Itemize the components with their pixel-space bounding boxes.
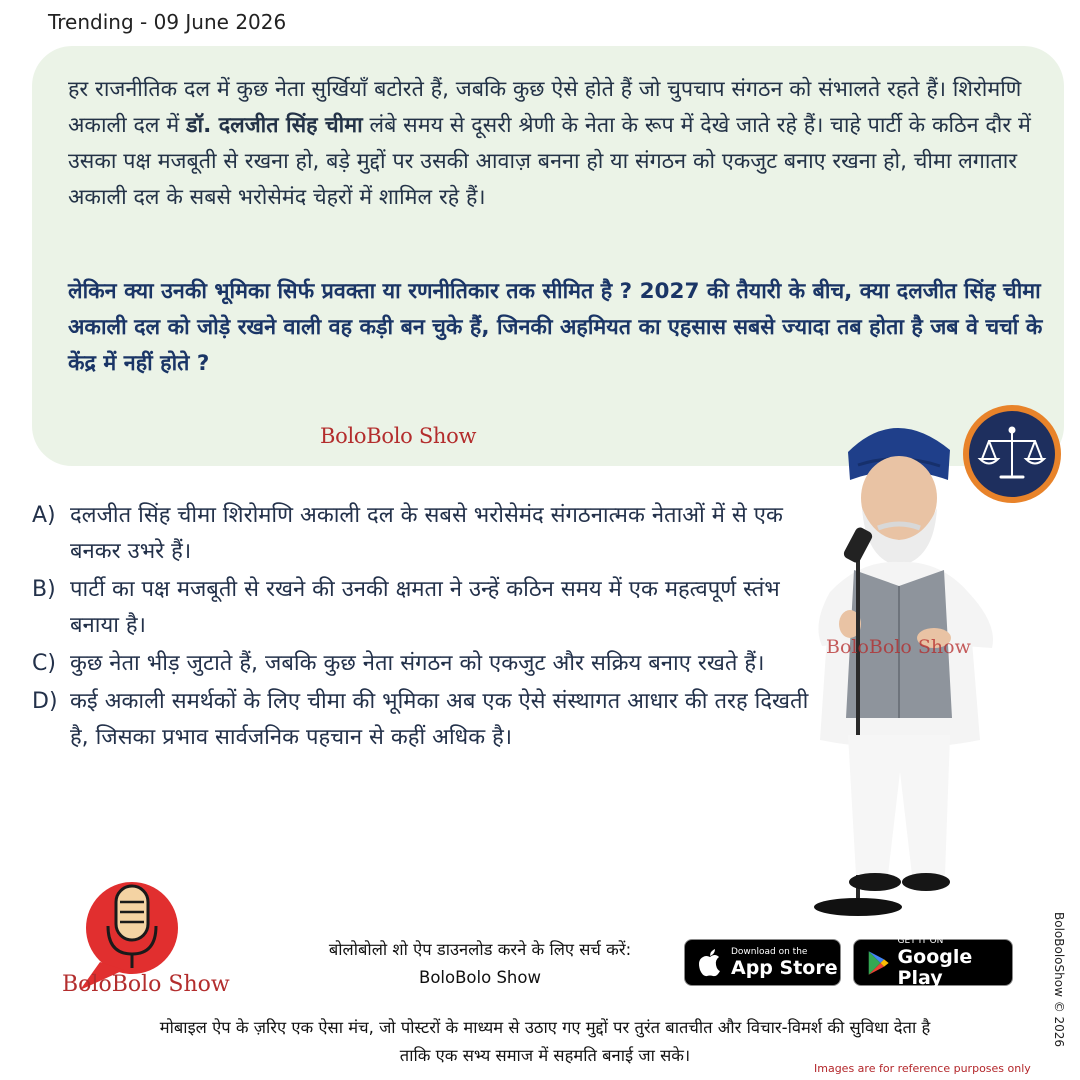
intro-paragraph (68, 72, 1053, 216)
download-line-1: बोलोबोलो शो ऐप डाउनलोड करने के लिए सर्च करें: (328, 940, 632, 959)
card-watermark: BoloBolo Show (320, 424, 477, 448)
image-watermark: BoloBolo Show (826, 636, 971, 658)
option-key: B) (32, 577, 56, 602)
trending-date: Trending - 09 June 2026 (48, 10, 287, 34)
intro-text-1: हर राजनीतिक दल में कुछ नेता सुर्खियाँ बटोरते हैं, जबकि कुछ ऐसे होते हैं जो चुपचाप संगठन को संभालते रहते हैं। शिरोमणि अकाली दल में (68, 77, 1022, 138)
google-play-icon (866, 948, 890, 978)
google-play-label: Google Play (897, 946, 973, 989)
option-text: कुछ नेता भीड़ जुटाते हैं, जबकि कुछ नेता संगठन को एकजुट और सक्रिय बनाए रखते हैं। (70, 651, 765, 676)
copyright-text: BoloBoloShow © 2026 (1052, 912, 1066, 1048)
download-prompt (290, 936, 670, 992)
option-b (32, 572, 812, 644)
footer-line-2: ताकि एक सभ्य समाज में सहमति बनाई जा सके। (399, 1046, 691, 1065)
option-key: C) (32, 651, 56, 676)
option-text: पार्टी का पक्ष मजबूती से रखने की उनकी क्षमता ने उन्हें कठिन समय में एक महत्वपूर्ण स्तंभ बनाया है। (70, 577, 780, 638)
option-key: D) (32, 689, 58, 714)
apple-icon (697, 948, 723, 978)
main-question: लेकिन क्या उनकी भूमिका सिर्फ प्रवक्ता या रणनीतिकार तक सीमित है ? 2027 की तैयारी के बीच, क्या दलजीत सिंह चीमा अकाली दल को जोड़े रखने वाली वह कड़ी बन चुके हैं, जिनकी अहमियत का एहसास सबसे ज्यादा तब होता है जब वे चर्चा के केंद्र में नहीं होते ? (68, 279, 1043, 376)
option-key: A) (32, 503, 56, 528)
disclaimer: Images are for reference purposes only (814, 1062, 1031, 1075)
option-d (32, 684, 812, 756)
google-play-button[interactable] (853, 936, 1013, 989)
app-store-small-text: Download on the (731, 946, 808, 957)
google-play-small-text: GET IT ON (897, 936, 944, 946)
logo-brand: BoloBolo Show (62, 972, 230, 997)
app-store-button[interactable] (684, 939, 841, 986)
option-text: कई अकाली समर्थकों के लिए चीमा की भूमिका अब एक ऐसे संस्थागत आधार की तरह दिखती है, जिसका प्रभाव सार्वजनिक पहचान से कहीं अधिक है। (70, 689, 809, 750)
leader-name: डॉ. दलजीत सिंह चीमा (186, 113, 363, 138)
option-a (32, 498, 812, 570)
intro-text-2: लंबे समय से दूसरी श्रेणी के नेता के रूप में देखे जाते रहे हैं। चाहे पार्टी के कठिन दौर में उसका पक्ष मजबूती से रखना हो, बड़े मुद्दों पर उसकी आवाज़ बनना हो या संगठन को एकजुट बनाए रखना हो, चीमा लगातार अकाली दल के सबसे भरोसेमंद चेहरों में शामिल रहे हैं। (68, 113, 1031, 210)
answer-options (32, 498, 812, 758)
download-line-2: BoloBolo Show (419, 968, 541, 987)
speaker-illustration (800, 410, 1020, 930)
footer-line-1: मोबाइल ऐप के ज़रिए एक ऐसा मंच, जो पोस्टरों के माध्यम से उठाए गए मुद्दों पर तुरंत बातचीत और विचार-विमर्श की सुविधा देता है (159, 1018, 931, 1037)
option-text: दलजीत सिंह चीमा शिरोमणि अकाली दल के सबसे भरोसेमंद संगठनात्मक नेताओं में से एक बनकर उभरे हैं। (70, 503, 783, 564)
side-copyright (1050, 912, 1070, 1048)
option-c (32, 646, 812, 682)
app-store-label: App Store (731, 956, 838, 979)
